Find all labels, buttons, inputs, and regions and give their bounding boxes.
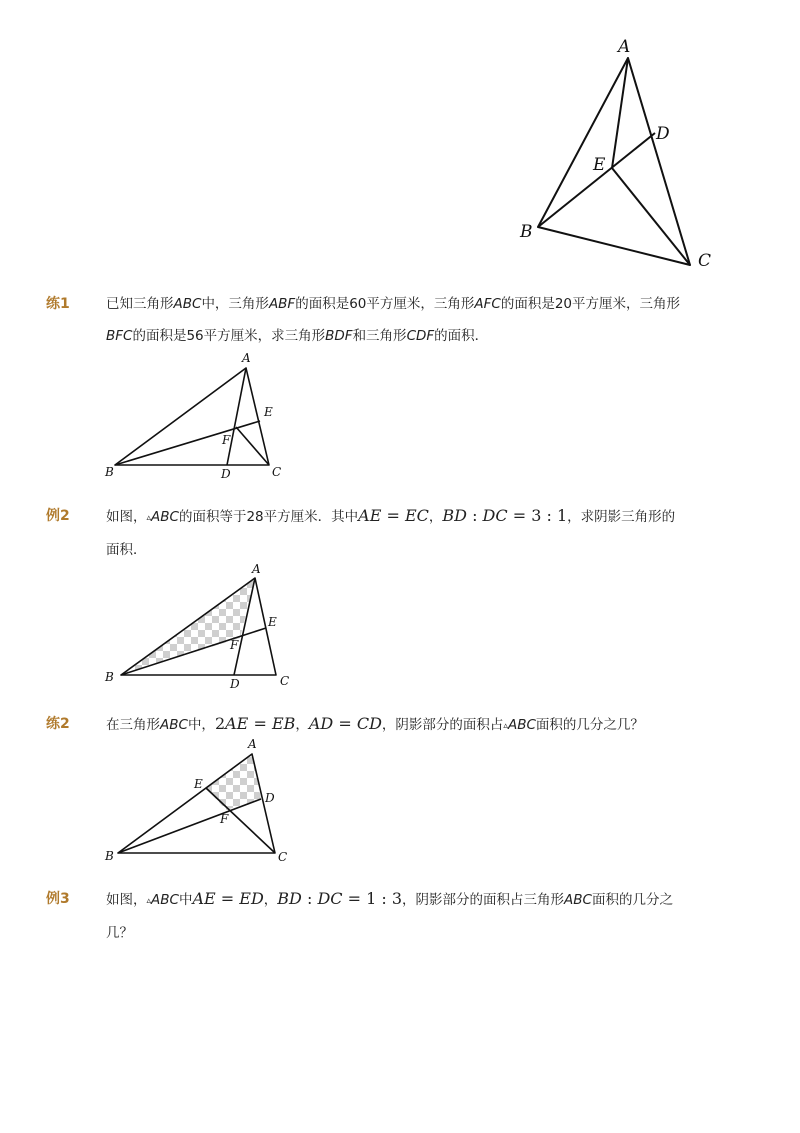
point-label-b: B — [105, 849, 114, 863]
point-label-d: D — [221, 467, 231, 481]
problem-text-li2: 如图，▵ABC的面积等于28平方厘米．其中AE = EC，BD : DC = 3 : 1，求阴影三角形的 面积． — [106, 506, 676, 558]
point-label-c: C — [272, 465, 282, 479]
problem-text-li3: 如图，▵ABC中AE = ED，BD : DC = 1 : 3，阴影部分的面积占三角形ABC面积的几分之 几？ — [106, 889, 673, 941]
point-label-a: A — [618, 37, 631, 57]
point-label-d: D — [656, 124, 670, 144]
point-label-c: C — [698, 251, 712, 271]
point-label-d: D — [265, 791, 275, 805]
segment-ad — [227, 368, 246, 465]
point-label-c: C — [278, 850, 288, 864]
problem-label-li3: 例3 — [46, 891, 70, 907]
point-label-a: A — [248, 737, 257, 751]
triangle-abc — [115, 368, 269, 465]
point-label-b: B — [105, 465, 114, 479]
point-label-b: B — [105, 670, 114, 684]
figure-lian1 — [100, 348, 300, 486]
point-label-f: F — [230, 638, 239, 652]
point-label-c: C — [280, 674, 290, 688]
problem-label-li2: 例2 — [46, 508, 70, 524]
point-label-e: E — [194, 777, 203, 791]
point-label-a: A — [242, 351, 251, 365]
problem-label-lian1: 练1 — [46, 296, 70, 312]
point-label-e: E — [268, 615, 277, 629]
point-label-e: E — [593, 155, 606, 175]
point-label-a: A — [252, 562, 261, 576]
figure-top — [500, 30, 740, 280]
point-label-f: F — [220, 812, 229, 826]
segment-be — [115, 421, 260, 465]
problem-text-lian1: 已知三角形ABC中，三角形ABF的面积是60平方厘米，三角形AFC的面积是20平方厘米，三角形 BFC的面积是56平方厘米，求三角形BDF和三角形CDF的面积． — [106, 296, 681, 344]
point-label-f: F — [222, 433, 231, 447]
problem-text-lian2: 在三角形ABC中，2AE = EB，AD = CD，阴影部分的面积占▵ABC面积的几分之几？ — [106, 714, 644, 733]
point-label-b: B — [520, 222, 533, 242]
segment-ec — [612, 168, 690, 265]
point-label-e: E — [264, 405, 273, 419]
figure-li2 — [100, 560, 300, 692]
point-label-d: D — [230, 677, 240, 691]
segment-bd — [118, 799, 261, 853]
triangle-abc — [538, 58, 690, 265]
segment-bd — [538, 133, 655, 227]
problem-label-lian2: 练2 — [46, 716, 70, 732]
figure-lian2 — [100, 736, 300, 868]
